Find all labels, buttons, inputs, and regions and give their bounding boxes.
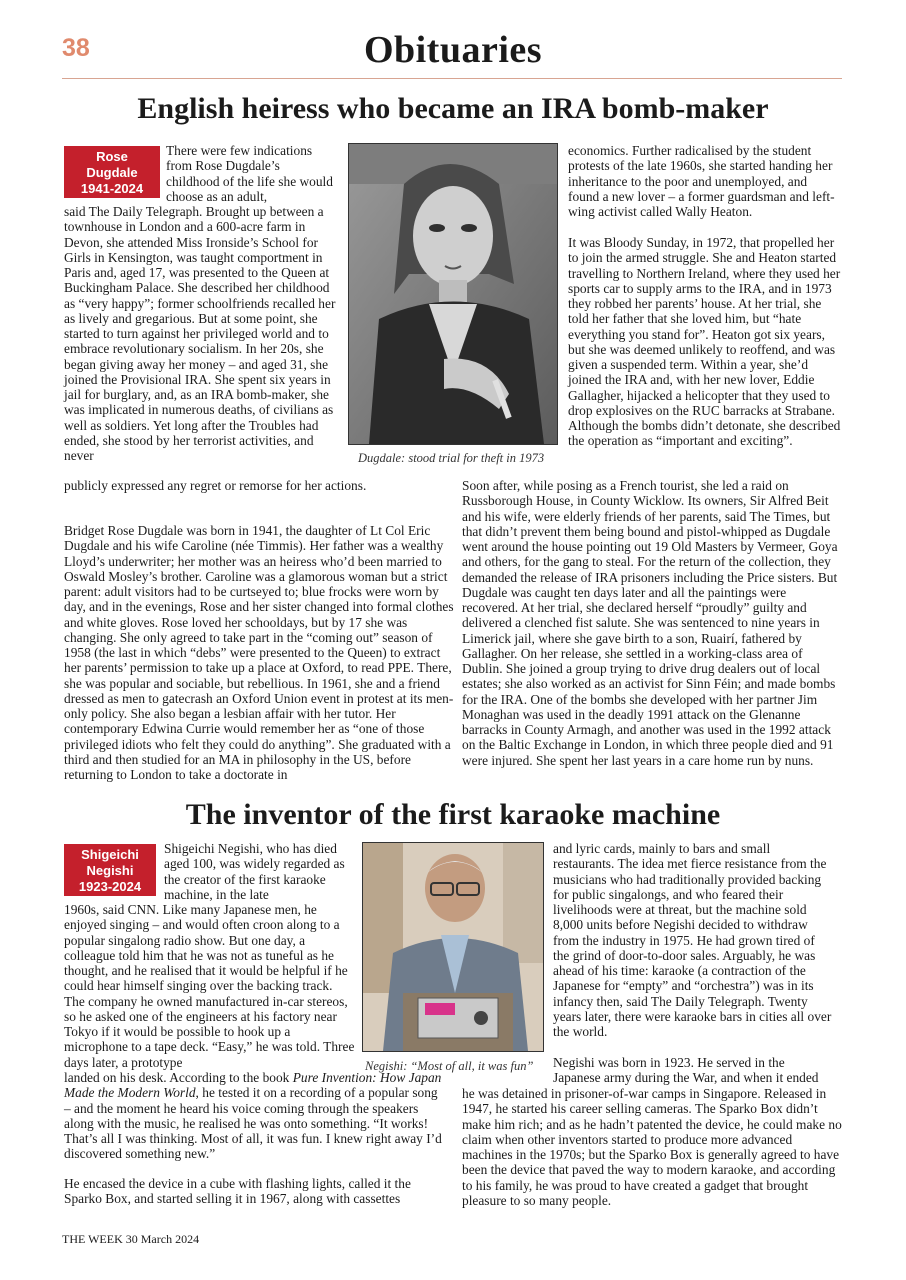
article-headline: The inventor of the first karaoke machine xyxy=(185,798,721,831)
article-text: Bridget Rose Dugdale was born in 1941, the daughter of Lt Col Eric Dugdale and his wife Caroline (née Timmis). Her father was a wealthy Lloyd’s underwriter; her mother was an heiress who’d been married to Oswald Mosley’s brother. Caroline was a glamorous woman but a strict parent: adult visitors had to be curtseyed to; blue frocks were worn by day, and in the evenings, Rose and her sister changed into formal clothes and white gloves. Rose loved her schooldays, but by 17 she was changing. She only agreed to take part in the “coming out” season of 1958 (the last in which “debs” were presented to the Queen) to extract her parents’ permission to take up a place at Oxford, to read PPE. There, she was popular and sociable, but rebellious. In 1961, she and a friend dressed as men to gatecrash an Oxford Union event in protest at its men-only policy. She also began a lesbian affair with her tutor. Her contemporary Edwina Currie would remember her as “one of those privileged idiots who felt they could do anything”. She graduated with a third and then studied for an MA in philosophy in the US, before returning to London to take a doctorate in xyxy=(64,523,454,782)
name-first: Shigeichi xyxy=(81,847,139,862)
article-text: he was detained in prisoner-of-war camps in Singapore. Released in 1947, he started his career selling cameras. The Sparko Box didn’t make him rich; and as he hadn’t patented the device, he could make no claim when other inventors started to produce more advanced machines in the 1970s; but the Sparko Box is generally agreed to have been the device that paved the way to modern karaoke, and according to his family, he was proud to have created a gadget that brought pleasure to so many people. xyxy=(462,1086,842,1208)
page-number: 38 xyxy=(62,34,90,62)
portrait-photo xyxy=(348,143,558,445)
photo-caption: Negishi: “Most of all, it was fun” xyxy=(365,1059,534,1073)
section-title: Obituaries xyxy=(363,29,543,71)
photo-caption: Dugdale: stood trial for theft in 1973 xyxy=(358,451,545,465)
name-years: 1923-2024 xyxy=(78,879,142,894)
text-span: landed on his desk. According to the book xyxy=(64,1070,293,1085)
article-text: He encased the device in a cube with flashing lights, called it the Sparko Box, and started selling it in 1967, along with cassettes xyxy=(64,1176,411,1207)
article-headline: English heiress who became an IRA bomb-maker xyxy=(137,92,769,125)
article-text: There were few indications from Rose Dugdale’s childhood of the life she would choose as an adult, xyxy=(166,143,333,204)
article-text: Shigeichi Negishi, who has died aged 100, was widely regarded as the creator of the first karaoke machine, in the late xyxy=(164,841,345,902)
article-text: Soon after, while posing as a French tourist, she led a raid on Russborough House, in County Wicklow. Its owners, Sir Alfred Beit and his wife, were elderly friends of her parents, said The Times, but that didn’t prevent them being bound and pistol-whipped as Dugdale went around the house pointing out 19 Old Masters by Vermeer, Goya and others, for the gang to steal. For the return of the collection, they demanded the release of IRA prisoners including the Price sisters. But Dugdale was caught ten days later and all the paintings were recovered. At her trial, she declared herself “proudly” guilty and delivered a clenched fist salute. She was sentenced to nine years in Limerick jail, where she gave birth to a son, Ruairí, fathered by Gallagher. On her release, she settled in a working-class area of Dublin. She joined a group trying to drive drug dealers out of local estates; she also worked as an activist for Sinn Féin; and made bombs for the IRA. One of the bombs she developed with her partner Jim Monaghan was used in the deadly 1991 attack on the Glenanne barracks in County Armagh, and another was used in the 1992 attack on the Baltic Exchange in London, in which three people died and 91 were injured. She spent her last years in a care home run by nuns. xyxy=(462,478,838,768)
text-span: , he tested it on a recording of a popular song – and the moment he heard his voice coming through the speakers along with the music, he realised he was onto something. “It works! That’s all I was thinking. Most of all, it was fun. I knew right away I’d discovered something new.” xyxy=(64,1085,442,1162)
article-text: said The Daily Telegraph. Brought up between a townhouse in London and a 600-acre farm in Devon, she attended Miss Ironside’s School for Girls in Kensington, was taught comportment in Paris and, aged 17, was presented to the Queen at Buckingham Palace. She described her childhood as “very happy”; former schoolfriends recalled her as lively and gregarious. But at some point, she started to turn against her privileged world and to embrace revolutionary socialism. In her 20s, she began giving away her money – and aged 31, she joined the Provisional IRA. She spent six years in jail for burglary, and, as an IRA bomb-maker, she was implicated in numerous deaths, of civilians as well as soldiers. Yet long after the Troubles had ended, she stood by her terrorist activities, and never xyxy=(64,204,336,463)
header-divider xyxy=(62,78,842,79)
book-title: Pure Invention: How Japan Made the Modern World xyxy=(64,1070,442,1101)
name-first: Rose xyxy=(96,149,128,164)
portrait-photo xyxy=(362,842,544,1052)
footer-issue: THE WEEK 30 March 2024 xyxy=(62,1232,200,1246)
article-text xyxy=(64,1070,444,1162)
article-text: Negishi was born in 1923. He served in the Japanese army during the War, and when it ended xyxy=(553,1055,819,1086)
name-last: Negishi xyxy=(86,863,134,878)
portrait-image xyxy=(363,843,543,1051)
obituary-name-box xyxy=(64,844,156,896)
article-text: economics. Further radicalised by the student protests of the late 1960s, she started handing her inheritance to the poor and unemployed, and found a new lover – a former guardsman and left-wing activist called Wally Heaton. xyxy=(568,143,835,219)
obituary-name-box xyxy=(64,146,160,198)
article-text: and lyric cards, mainly to bars and small restaurants. The idea met fierce resistance from the musicians who had traditionally provided backing for public singalongs, and who feared their livelihoods were at threat, but the machine sold 8,000 units before Negishi decided to withdraw from the industry in 1975. He had grown tired of the grind of door-to-door sales. Arguably, he was ahead of his time: karaoke (a contraction of the Japanese for “empty” and “orchestra”) was in its infancy then, said The Daily Telegraph. Twenty years later, there were karaoke bars in cities all over the world. xyxy=(553,841,832,1039)
article-text: publicly expressed any regret or remorse for her actions. xyxy=(64,478,367,493)
name-last: Dugdale xyxy=(86,165,138,180)
portrait-image xyxy=(349,144,557,444)
article-text: It was Bloody Sunday, in 1972, that propelled her to join the armed struggle. She and Heaton started travelling to Northern Ireland, where they used her sports car to supply arms to the IRA, and in 1973 they robbed her parents’ house. At her trial, she told her father that she loved him, but “hate everything you stand for”. Heaton got six years, but she was deemed unlikely to reoffend, and was given a suspended term. Within a year, she’d joined the IRA and, with her new lover, Eddie Gallagher, hijacked a helicopter that they used to drop explosives on the RUC barracks at Strabane. Although the bombs didn’t detonate, she described the operation as “important and exciting”. xyxy=(568,235,841,449)
name-years: 1941-2024 xyxy=(80,181,144,196)
article-text: 1960s, said CNN. Like many Japanese men, he enjoyed singing – and would often croon along to a popular singalong radio show. But one day, a colleague told him that he was not as tuneful as he thought, and he realised that it would be helpful if he could hear himself singing over the backing track. The company he owned manufactured in-car stereos, so he asked one of the engineers at his factory near Tokyo if it would be possible to hook up a microphone to a tape deck. “Easy,” he was told. Three days later, a prototype xyxy=(64,902,355,1070)
